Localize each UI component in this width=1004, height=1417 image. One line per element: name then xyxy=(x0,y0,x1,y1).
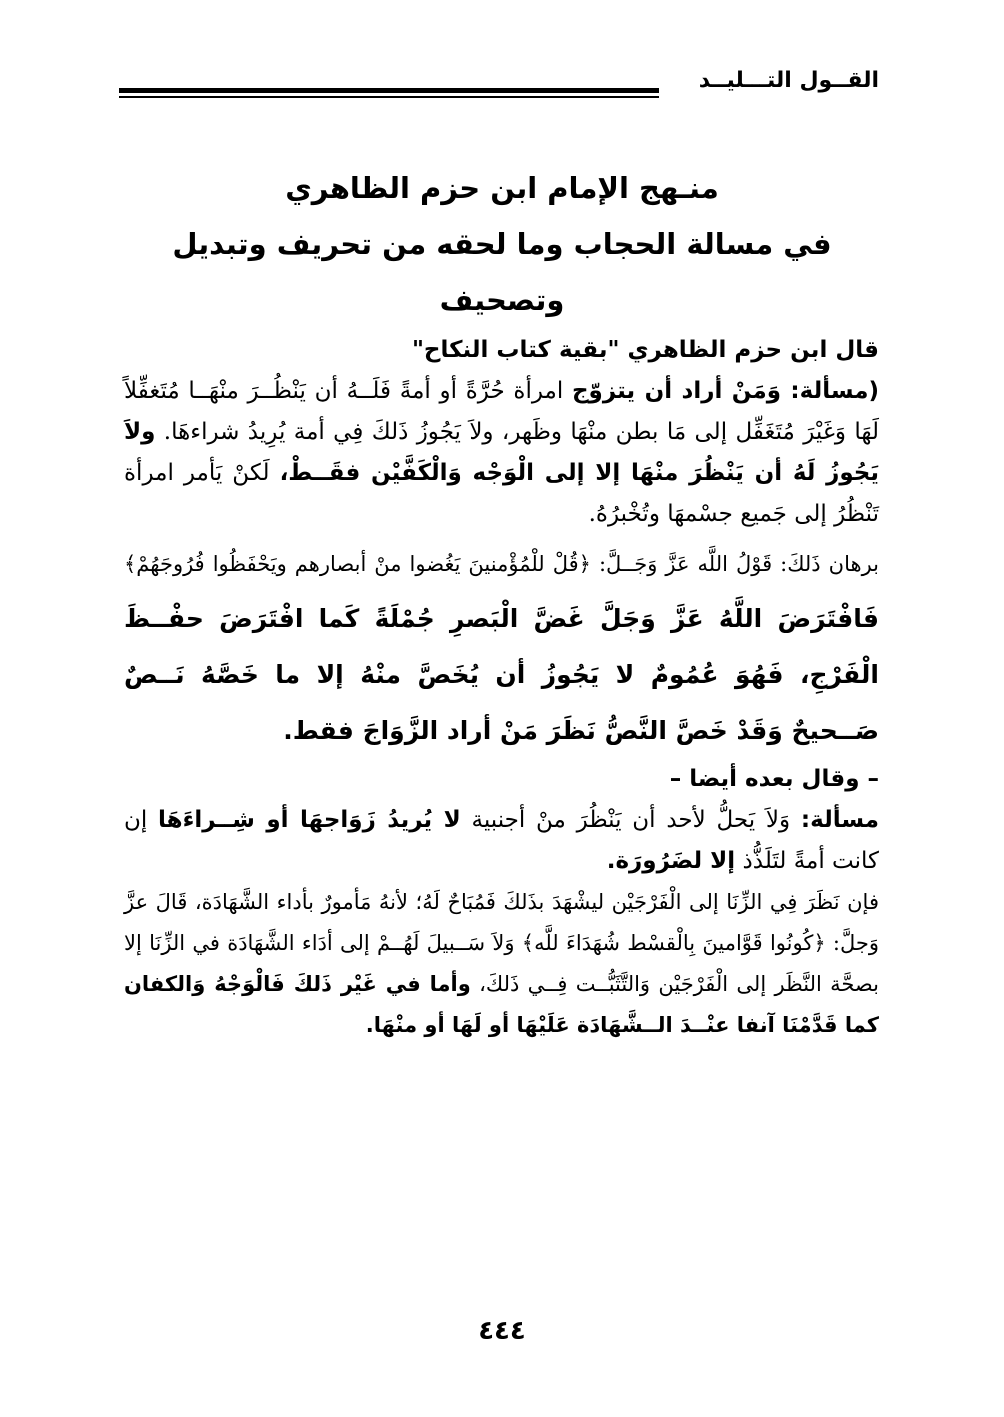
paragraph-1 xyxy=(124,371,879,535)
paragraph-5-start: فإن نَظَرَ فِي الزِّنَا إلى الْفَرْجَيْن ليشْهَدَ بذَلكَ فَمُبَاحٌ لَهُ؛ لأنهُ مَأمورٌ بأداء الشَّهَادَة، قَالَ عزَّ وَجلَّ: xyxy=(124,890,880,955)
quran-verse-2: ﴿كُونُوا قَوَّامينَ بِالْقسْط شُهَدَاءَ للَّه﴾ xyxy=(521,931,826,955)
intro-line: قال ابن حزم الظاهري "بقية كتاب النكاح" xyxy=(411,337,879,363)
paragraph-4-mid: إن كانت أمةً لتَلَذُّذ xyxy=(124,807,879,874)
paragraph-2-start: برهان ذَلكَ: قَوْلُ اللَّه عَزَّ وَجَــلَّ: xyxy=(590,552,879,576)
quran-verse-1: ﴿قُلْ للْمُؤْمنينَ يَغُضوا منْ أبصارهم ويَحْفَظُوا فُرُوجَهُمْ﴾ xyxy=(124,552,591,576)
paragraph-2 xyxy=(124,535,879,759)
paragraph-4-text: وَلاَ يَحلُّ لأحد أن يَنْظُرَ منْ أجنبية xyxy=(460,807,801,833)
page-number: ٤٤٤ xyxy=(478,1316,526,1346)
paragraph-2-bold: فَافْتَرَضَ اللَّهُ عَزَّ وَجَلَّ غَضَّ الْبَصرِ جُمْلَةً كَما افْتَرَضَ حفْــظَ الْفَرْجِ، فَهُوَ عُمُومٌ لا يَجُوزُ أن يُخَصَّ منْهُ إلا ما خَصَّهُ نَــصٌ صَــحيحٌ وَقَدْ خَصَّ النَّصُّ نَظَرَ مَنْ أراد الزَّوَاجَ فقط. xyxy=(124,604,879,745)
paragraph-4-bold-end: إلا لضَرُورَة. xyxy=(606,848,736,874)
chapter-title xyxy=(120,160,884,328)
paragraph-4 xyxy=(124,800,879,882)
paragraph-1-text: امرأة حُرَّةً أو أمةً فَلَــهُ أن يَنْظُــرَ منْهَــا مُتَغفِّلاً لَهَا وَغَيْرَ مُتَغَفِّل إلى مَا بطن منْهَا وظَهر، ولاَ يَجُوزُ ذَلكَ فِي أمة يُرِيدُ شراءهَا. xyxy=(124,378,879,445)
chapter-title-line-2: في مسالة الحجاب وما لحقه من تحريف وتبديل وتصحيف xyxy=(172,227,832,317)
paragraph-1-bold-start: (مسألة: وَمَنْ أراد أن يتزوّج xyxy=(571,378,879,404)
header-rule-thin xyxy=(119,96,659,98)
page-header xyxy=(119,68,879,108)
header-rule-thick xyxy=(119,88,659,93)
paragraph-1-end: لَكنْ يَأمر امرأة تَنْظُرُ إلى جَميع جسْمهَا وتُخْبرُهُ. xyxy=(124,460,879,527)
chapter-title-line-1: منـهج الإمام ابن حزم الظاهري xyxy=(285,171,719,205)
section-subheading: – وقال بعده أيضا – xyxy=(669,766,879,792)
running-title: القــول التـــليــد xyxy=(698,68,879,93)
paragraph-5 xyxy=(124,882,879,1046)
paragraph-4-bold: لا يُريدُ زَوَاجهَا أو شِــراءَهَا xyxy=(158,807,461,833)
body-text xyxy=(124,330,879,1046)
paragraph-5-mid: وَلاَ سَــبيلَ لَهُــمْ إلى أدَاء الشَّهَادَة في الزِّنَا إلا بصحَّة النَّظَر إلى الْفَرْجَيْن وَالتَّثَبُّــت فِــي ذَلكَ، xyxy=(124,931,879,996)
paragraph-1-bold-mid: ولاَ يَجُوزُ لَهُ أن يَنْظُرَ منْهَا إلا إلى الْوَجْه وَالْكَفَّيْن فقَــطْ، xyxy=(124,419,879,486)
paragraph-5-bold: وأما في غَيْر ذَلكَ فَالْوَجْهُ وَالكفان كما قَدَّمْنَا آنفا عنْــدَ الــشَّهَادَة عَلَيْهَا أو لَهَا أو منْهَا. xyxy=(124,972,879,1037)
paragraph-4-label: مسألة: xyxy=(800,807,879,833)
